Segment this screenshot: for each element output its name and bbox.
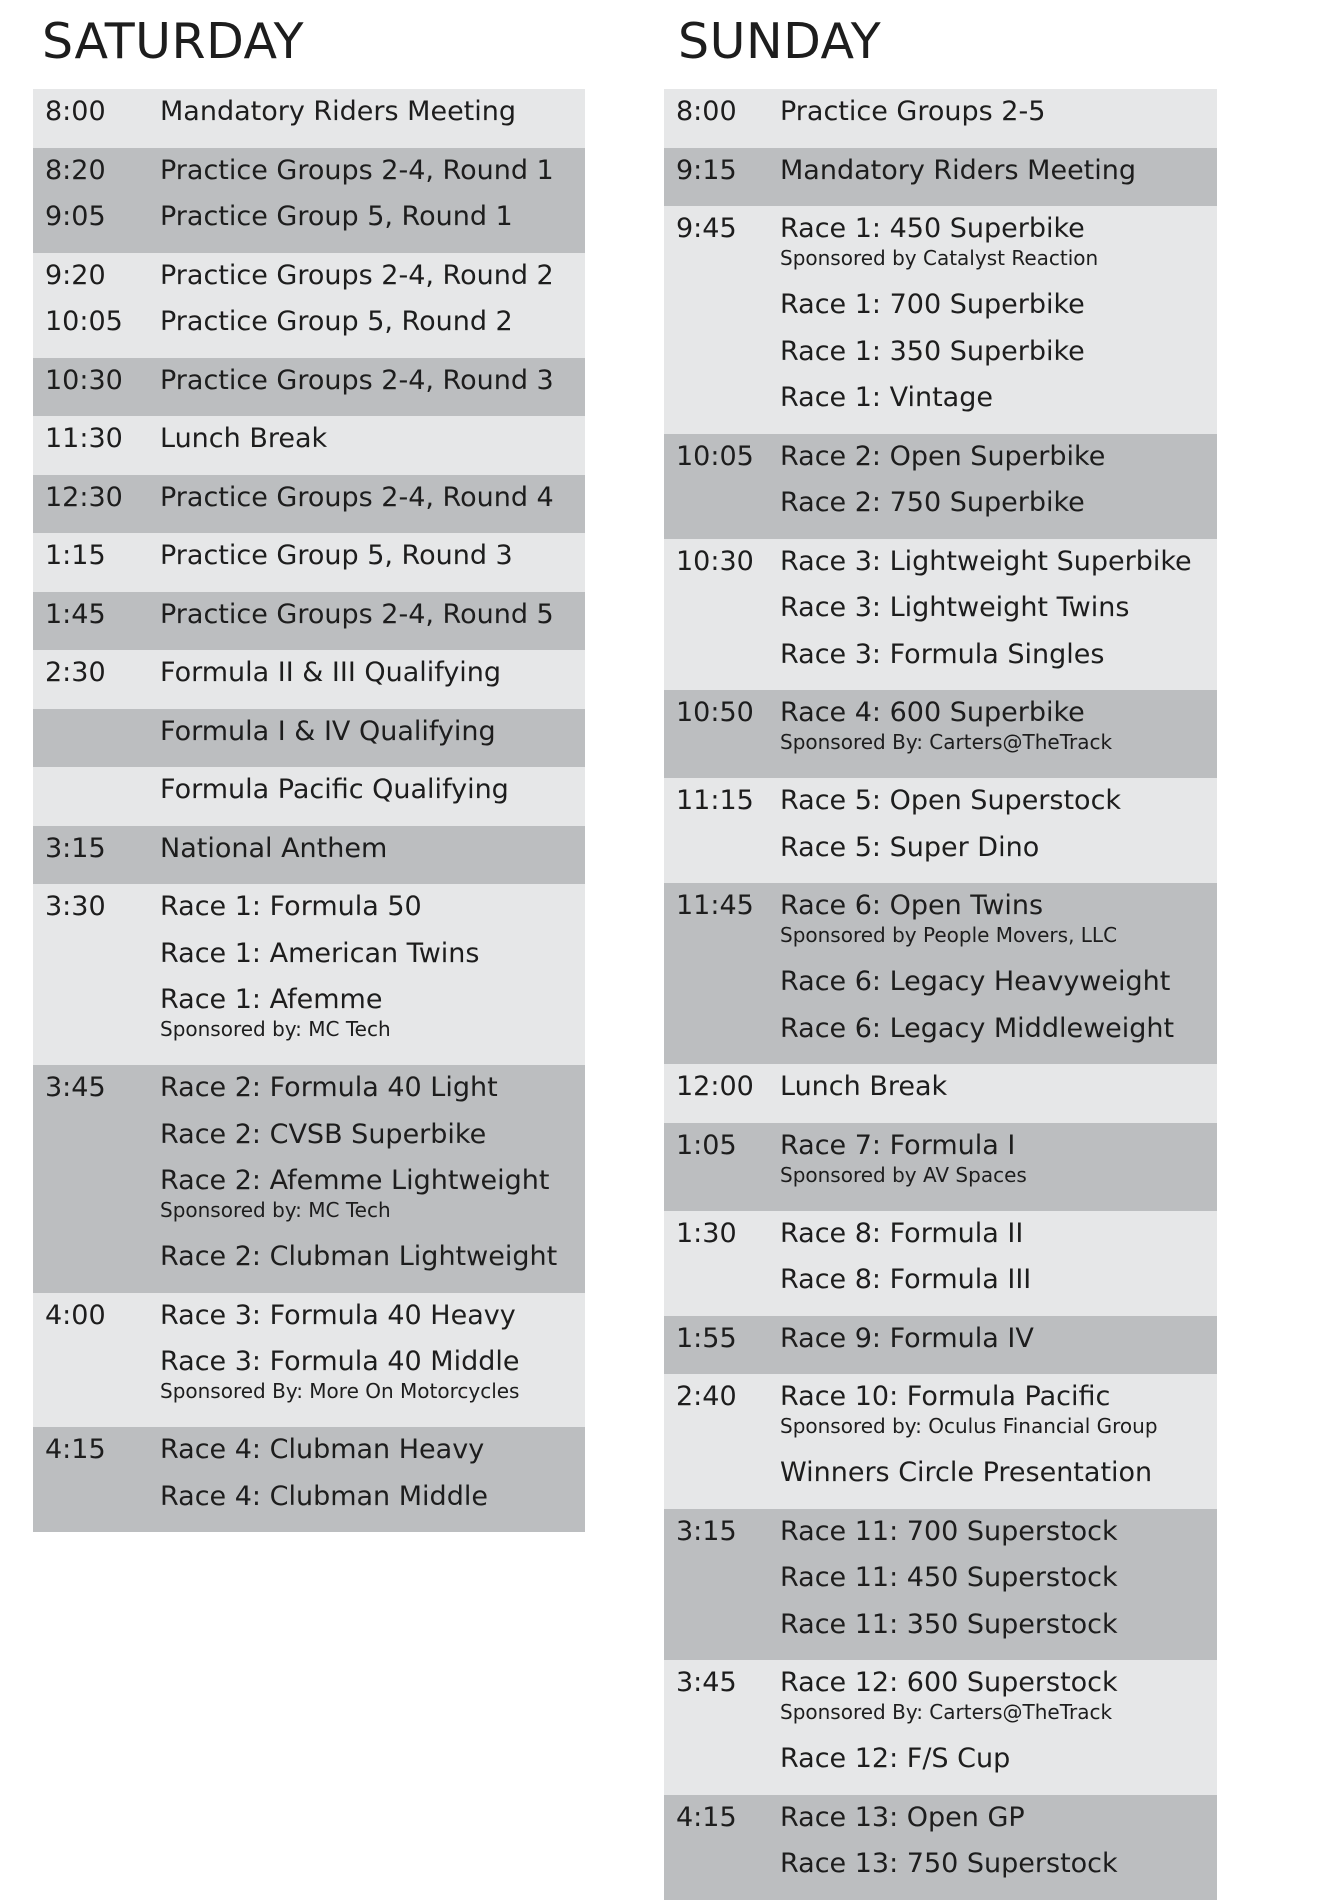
event-time: 11:30 bbox=[45, 423, 123, 454]
event-name: Race 2: Formula 40 Light bbox=[160, 1072, 498, 1103]
event-name: Race 2: CVSB Superbike bbox=[160, 1118, 487, 1150]
event-name: Race 1: 350 Superbike bbox=[780, 335, 1085, 367]
schedule-row bbox=[664, 1801, 1217, 1848]
event-details bbox=[780, 1742, 1217, 1776]
event-sponsor: Sponsored by Catalyst Reaction bbox=[780, 246, 1099, 270]
event-name: Practice Groups 2-4, Round 3 bbox=[160, 364, 554, 396]
time-block bbox=[33, 416, 585, 475]
event-time: 2:40 bbox=[676, 1381, 737, 1412]
event-details bbox=[780, 638, 1217, 672]
schedule-row bbox=[664, 1129, 1217, 1205]
schedule-row bbox=[33, 1480, 585, 1527]
time-block bbox=[664, 883, 1217, 1064]
time-block bbox=[33, 1427, 585, 1532]
event-details bbox=[780, 1608, 1217, 1642]
event-name: Practice Groups 2-4, Round 2 bbox=[160, 259, 554, 291]
event-sponsor: Sponsored by: MC Tech bbox=[160, 1198, 391, 1222]
event-time: 9:05 bbox=[45, 201, 106, 232]
event-name: Lunch Break bbox=[160, 423, 328, 454]
event-details bbox=[160, 539, 585, 573]
event-details bbox=[780, 1129, 1217, 1187]
schedule-row bbox=[664, 381, 1217, 428]
time-block bbox=[664, 148, 1217, 207]
event-details bbox=[780, 154, 1217, 188]
event-name: Formula I & IV Qualifying bbox=[160, 715, 496, 747]
event-details bbox=[780, 545, 1217, 579]
event-name: Race 8: Formula II bbox=[780, 1217, 1024, 1249]
schedule-row bbox=[664, 1217, 1217, 1264]
event-details bbox=[780, 1801, 1217, 1835]
time-block bbox=[33, 709, 585, 768]
sunday-schedule bbox=[664, 89, 1217, 1900]
event-details bbox=[780, 1070, 1217, 1104]
event-time: 9:15 bbox=[676, 154, 737, 186]
schedule-row bbox=[664, 1263, 1217, 1310]
event-name: Race 5: Super Dino bbox=[780, 831, 1040, 863]
event-name: Practice Groups 2-4, Round 5 bbox=[160, 598, 554, 630]
schedule-row bbox=[33, 1071, 585, 1118]
event-details bbox=[160, 1299, 585, 1333]
schedule-row bbox=[33, 715, 585, 762]
time-block bbox=[33, 650, 585, 709]
event-details bbox=[780, 1217, 1217, 1251]
event-name: Race 13: Open GP bbox=[780, 1801, 1025, 1833]
schedule-row bbox=[664, 1322, 1217, 1369]
schedule-row bbox=[33, 1240, 585, 1287]
schedule-row bbox=[664, 1380, 1217, 1456]
event-details bbox=[780, 95, 1217, 129]
event-details bbox=[780, 591, 1217, 625]
event-time: 9:45 bbox=[676, 213, 737, 244]
event-time: 1:55 bbox=[676, 1322, 737, 1354]
event-details bbox=[160, 598, 585, 632]
event-details bbox=[780, 1322, 1217, 1356]
event-details bbox=[160, 422, 585, 456]
schedule-row bbox=[33, 656, 585, 703]
time-block bbox=[33, 1065, 585, 1293]
time-block bbox=[33, 884, 585, 1065]
event-time: 9:20 bbox=[45, 259, 106, 291]
event-name: Race 1: 450 Superbike bbox=[780, 213, 1085, 244]
schedule-row bbox=[33, 200, 585, 247]
event-name: Race 6: Legacy Middleweight bbox=[780, 1012, 1175, 1044]
event-name: Race 1: American Twins bbox=[160, 937, 480, 969]
schedule-row bbox=[33, 773, 585, 820]
event-details bbox=[780, 1012, 1217, 1046]
event-name: Mandatory Riders Meeting bbox=[780, 154, 1137, 186]
event-sponsor: Sponsored By: Carters@TheTrack bbox=[780, 1700, 1113, 1724]
event-sponsor: Sponsored By: Carters@TheTrack bbox=[780, 730, 1113, 754]
schedule-row bbox=[33, 539, 585, 586]
event-time: 10:30 bbox=[676, 545, 754, 577]
event-name: Practice Groups 2-4, Round 4 bbox=[160, 481, 554, 513]
event-name: Race 13: 750 Superstock bbox=[780, 1848, 1118, 1879]
event-details bbox=[780, 1847, 1217, 1881]
schedule-row bbox=[664, 1666, 1217, 1742]
event-name: Race 6: Open Twins bbox=[780, 890, 1044, 921]
event-time: 12:30 bbox=[45, 481, 123, 513]
schedule-row bbox=[33, 481, 585, 528]
event-time: 4:15 bbox=[676, 1801, 737, 1833]
event-sponsor: Sponsored by: Oculus Financial Group bbox=[780, 1414, 1158, 1438]
time-block bbox=[33, 148, 585, 253]
schedule-row bbox=[664, 545, 1217, 592]
schedule-row bbox=[664, 1847, 1217, 1894]
time-block bbox=[664, 778, 1217, 883]
time-block bbox=[33, 533, 585, 592]
time-block bbox=[664, 1795, 1217, 1900]
event-name: Race 11: 350 Superstock bbox=[780, 1608, 1118, 1640]
event-details bbox=[780, 288, 1217, 322]
schedule-row bbox=[664, 696, 1217, 772]
event-details bbox=[160, 773, 585, 807]
event-time: 10:05 bbox=[45, 306, 123, 337]
event-name: Practice Groups 2-4, Round 1 bbox=[160, 154, 554, 186]
schedule-row bbox=[664, 486, 1217, 533]
event-details bbox=[160, 1118, 585, 1152]
event-name: Race 2: Clubman Lightweight bbox=[160, 1241, 558, 1272]
event-name: Winners Circle Presentation bbox=[780, 1457, 1153, 1488]
event-name: Mandatory Riders Meeting bbox=[160, 96, 517, 127]
event-time: 3:45 bbox=[676, 1667, 737, 1698]
event-details bbox=[160, 1071, 585, 1105]
event-time: 1:30 bbox=[676, 1217, 737, 1249]
event-name: Lunch Break bbox=[780, 1071, 948, 1102]
event-details bbox=[780, 486, 1217, 520]
event-time: 4:15 bbox=[45, 1434, 106, 1465]
schedule-row bbox=[664, 784, 1217, 831]
time-block bbox=[664, 206, 1217, 434]
event-details bbox=[780, 1263, 1217, 1297]
event-details bbox=[780, 965, 1217, 999]
time-block bbox=[664, 1660, 1217, 1795]
schedule-row bbox=[33, 364, 585, 411]
time-block bbox=[33, 1293, 585, 1428]
time-block bbox=[664, 1509, 1217, 1661]
event-details bbox=[160, 937, 585, 971]
event-name: Formula Pacific Qualifying bbox=[160, 774, 509, 805]
event-time: 3:15 bbox=[45, 832, 106, 864]
event-name: Race 11: 450 Superstock bbox=[780, 1562, 1118, 1593]
schedule-row bbox=[664, 831, 1217, 878]
time-block bbox=[33, 592, 585, 651]
schedule-row bbox=[664, 1012, 1217, 1059]
schedule-row bbox=[664, 889, 1217, 965]
event-name: Race 4: Clubman Middle bbox=[160, 1480, 488, 1512]
event-time: 8:00 bbox=[45, 96, 106, 127]
event-name: Race 1: 700 Superbike bbox=[780, 289, 1085, 320]
event-time: 11:15 bbox=[676, 785, 754, 816]
event-name: National Anthem bbox=[160, 832, 388, 864]
event-details bbox=[780, 831, 1217, 865]
event-time: 10:30 bbox=[45, 364, 123, 396]
schedule-row bbox=[664, 1456, 1217, 1503]
event-name: Race 2: Open Superbike bbox=[780, 440, 1106, 472]
event-details bbox=[780, 381, 1217, 415]
event-details bbox=[160, 832, 585, 866]
event-name: Race 12: F/S Cup bbox=[780, 1743, 1011, 1774]
event-time: 1:05 bbox=[676, 1129, 737, 1161]
event-details bbox=[160, 95, 585, 129]
event-name: Race 11: 700 Superstock bbox=[780, 1515, 1118, 1547]
saturday-title: SATURDAY bbox=[42, 13, 305, 70]
event-details bbox=[780, 1561, 1217, 1595]
schedule-row bbox=[664, 1070, 1217, 1117]
event-details bbox=[160, 715, 585, 749]
schedule-row bbox=[664, 1608, 1217, 1655]
event-name: Race 3: Lightweight Twins bbox=[780, 592, 1130, 623]
time-block bbox=[664, 539, 1217, 691]
schedule-row bbox=[33, 1164, 585, 1240]
time-block bbox=[33, 253, 585, 358]
event-details bbox=[160, 1164, 585, 1222]
event-details bbox=[160, 1480, 585, 1514]
event-name: Race 10: Formula Pacific bbox=[780, 1381, 1111, 1412]
event-name: Practice Group 5, Round 1 bbox=[160, 201, 513, 232]
event-name: Race 3: Formula Singles bbox=[780, 638, 1105, 670]
schedule-row bbox=[33, 259, 585, 306]
schedule-row bbox=[664, 965, 1217, 1012]
event-details bbox=[160, 1345, 585, 1403]
event-name: Race 3: Formula 40 Middle bbox=[160, 1346, 520, 1377]
event-details bbox=[780, 440, 1217, 474]
schedule-row bbox=[664, 95, 1217, 142]
time-block bbox=[33, 358, 585, 417]
event-name: Race 9: Formula IV bbox=[780, 1322, 1034, 1354]
schedule-row bbox=[33, 154, 585, 201]
schedule-row bbox=[33, 832, 585, 879]
event-time: 1:45 bbox=[45, 598, 106, 630]
schedule-row bbox=[664, 1561, 1217, 1608]
event-details bbox=[160, 1433, 585, 1467]
event-details bbox=[780, 1666, 1217, 1724]
event-details bbox=[780, 696, 1217, 754]
event-name: Race 2: Afemme Lightweight bbox=[160, 1165, 550, 1196]
event-details bbox=[160, 1240, 585, 1274]
event-name: Race 1: Vintage bbox=[780, 382, 993, 413]
event-name: Race 1: Afemme bbox=[160, 984, 383, 1015]
event-details bbox=[780, 212, 1217, 270]
event-details bbox=[780, 1380, 1217, 1438]
event-details bbox=[160, 481, 585, 515]
event-details bbox=[160, 656, 585, 690]
schedule-row bbox=[664, 440, 1217, 487]
event-details bbox=[780, 784, 1217, 818]
event-time: 11:45 bbox=[676, 890, 754, 921]
time-block bbox=[33, 767, 585, 826]
event-name: Race 5: Open Superstock bbox=[780, 785, 1122, 816]
event-details bbox=[780, 1515, 1217, 1549]
event-name: Race 12: 600 Superstock bbox=[780, 1667, 1118, 1698]
event-name: Practice Group 5, Round 2 bbox=[160, 306, 513, 337]
time-block bbox=[33, 89, 585, 148]
schedule-row bbox=[33, 95, 585, 142]
time-block bbox=[664, 1316, 1217, 1375]
event-time: 8:20 bbox=[45, 154, 106, 186]
event-name: Race 2: 750 Superbike bbox=[780, 487, 1085, 518]
event-time: 3:30 bbox=[45, 891, 106, 922]
schedule-row bbox=[664, 288, 1217, 335]
event-time: 4:00 bbox=[45, 1299, 106, 1331]
event-sponsor: Sponsored by: MC Tech bbox=[160, 1017, 391, 1041]
event-time: 1:15 bbox=[45, 540, 106, 571]
event-details bbox=[160, 890, 585, 924]
event-details bbox=[160, 983, 585, 1041]
time-block bbox=[33, 475, 585, 534]
schedule-row bbox=[664, 335, 1217, 382]
event-details bbox=[780, 889, 1217, 947]
time-block bbox=[664, 89, 1217, 148]
time-block bbox=[664, 1211, 1217, 1316]
schedule-row bbox=[33, 1433, 585, 1480]
time-block bbox=[33, 826, 585, 885]
time-block bbox=[664, 1374, 1217, 1509]
schedule-row bbox=[664, 638, 1217, 685]
schedule-row bbox=[664, 154, 1217, 201]
event-name: Formula II & III Qualifying bbox=[160, 657, 502, 688]
event-name: Practice Group 5, Round 3 bbox=[160, 540, 513, 571]
schedule-row bbox=[33, 305, 585, 352]
event-sponsor: Sponsored By: More On Motorcycles bbox=[160, 1379, 520, 1403]
schedule-row bbox=[33, 1299, 585, 1346]
event-details bbox=[160, 154, 585, 188]
event-sponsor: Sponsored by AV Spaces bbox=[780, 1162, 1027, 1187]
event-name: Race 3: Lightweight Superbike bbox=[780, 545, 1192, 577]
event-name: Race 7: Formula I bbox=[780, 1129, 1016, 1161]
event-time: 12:00 bbox=[676, 1071, 754, 1102]
event-details bbox=[780, 1456, 1217, 1490]
schedule-row bbox=[664, 591, 1217, 638]
schedule-row bbox=[33, 890, 585, 937]
event-time: 3:15 bbox=[676, 1515, 737, 1547]
event-details bbox=[160, 200, 585, 234]
schedule-row bbox=[664, 1515, 1217, 1562]
schedule-row bbox=[664, 212, 1217, 288]
event-sponsor: Sponsored by People Movers, LLC bbox=[780, 923, 1118, 947]
event-time: 10:05 bbox=[676, 440, 754, 472]
event-details bbox=[780, 335, 1217, 369]
schedule-row bbox=[33, 937, 585, 984]
time-block bbox=[664, 1123, 1217, 1211]
schedule-row bbox=[33, 1345, 585, 1421]
event-name: Race 4: 600 Superbike bbox=[780, 697, 1085, 728]
event-name: Race 6: Legacy Heavyweight bbox=[780, 966, 1171, 997]
event-name: Race 8: Formula III bbox=[780, 1264, 1032, 1295]
event-details bbox=[160, 364, 585, 398]
event-time: 8:00 bbox=[676, 96, 737, 127]
event-time: 3:45 bbox=[45, 1072, 106, 1103]
event-name: Practice Groups 2-5 bbox=[780, 96, 1046, 127]
event-time: 10:50 bbox=[676, 697, 754, 728]
event-details bbox=[160, 305, 585, 339]
event-time: 2:30 bbox=[45, 657, 106, 688]
time-block bbox=[664, 690, 1217, 778]
schedule-row bbox=[33, 1118, 585, 1165]
time-block bbox=[664, 1064, 1217, 1123]
schedule-row bbox=[664, 1742, 1217, 1789]
sunday-title: SUNDAY bbox=[678, 13, 882, 70]
schedule-row bbox=[33, 422, 585, 469]
time-block bbox=[664, 434, 1217, 539]
event-name: Race 4: Clubman Heavy bbox=[160, 1434, 485, 1465]
schedule-row bbox=[33, 598, 585, 645]
event-name: Race 3: Formula 40 Heavy bbox=[160, 1299, 516, 1331]
event-details bbox=[160, 259, 585, 293]
event-name: Race 1: Formula 50 bbox=[160, 891, 422, 922]
schedule-row bbox=[33, 983, 585, 1059]
saturday-schedule bbox=[33, 89, 585, 1532]
